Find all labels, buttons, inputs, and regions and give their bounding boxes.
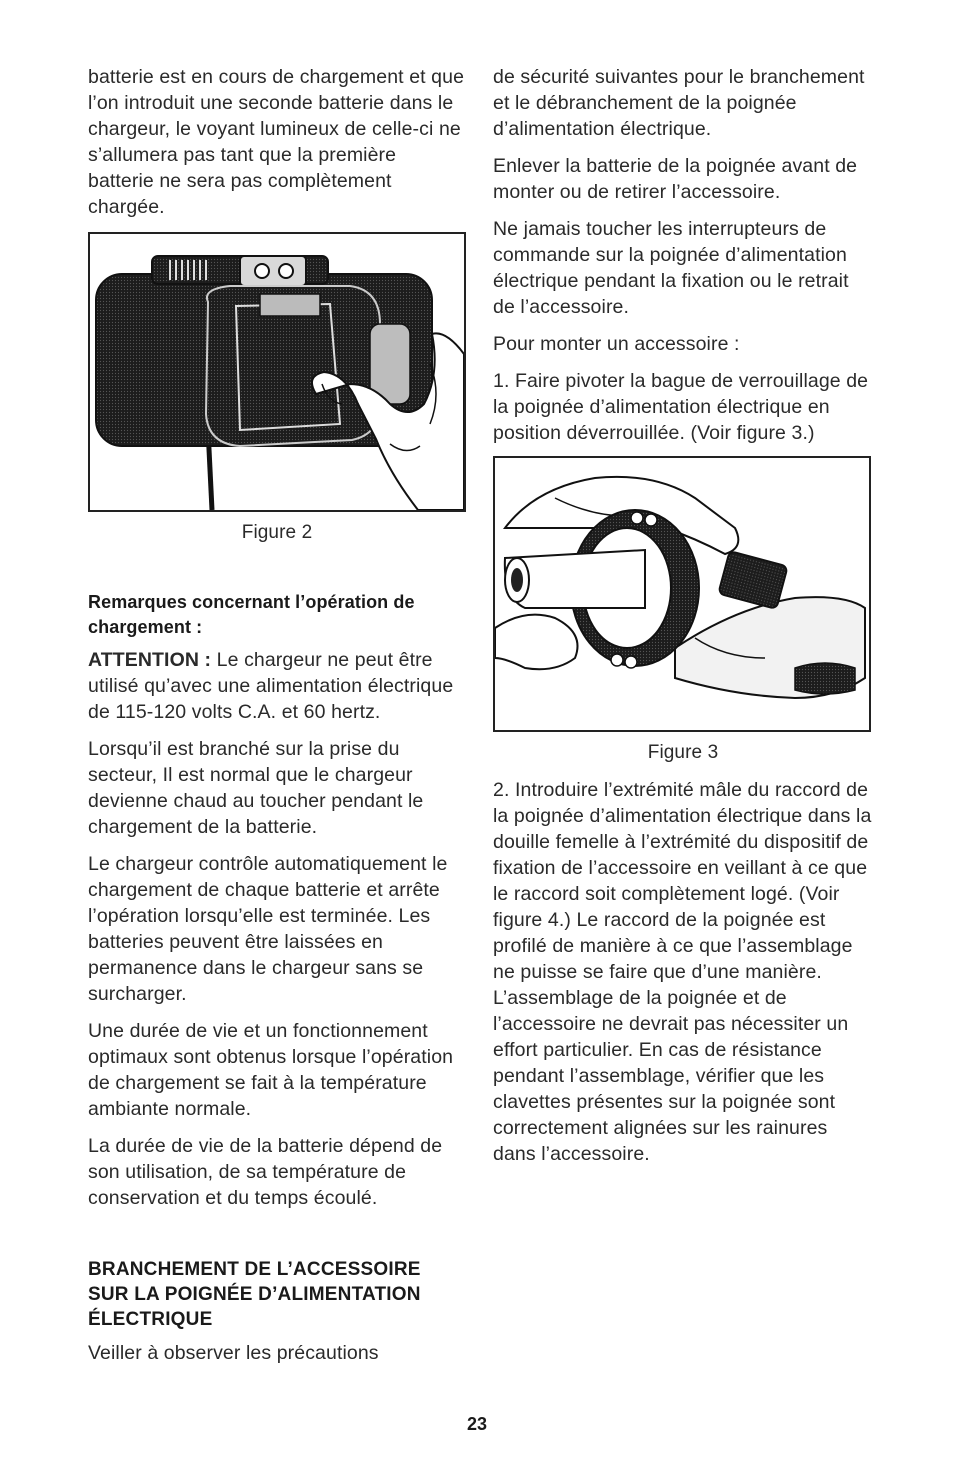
figure-2 bbox=[88, 232, 466, 512]
page-number: 23 bbox=[466, 1414, 488, 1434]
right-column bbox=[493, 64, 873, 1167]
section-text: Veiller à observer les précautions bbox=[88, 1342, 379, 1364]
figure-3-caption: Figure 3 bbox=[647, 742, 719, 763]
section-heading: BRANCHEMENT DE L’ACCESSOIRE SUR LA POIGNÉE D’ALIMENTATION ÉLECTRIQUE bbox=[88, 1259, 421, 1330]
attention-label: ATTENTION : bbox=[88, 649, 212, 671]
remove-battery-paragraph: Enlever la batterie de la poignée avant de monter ou de retirer l’accessoire. bbox=[493, 155, 858, 203]
step-2-paragraph: 2. Introduire l’extrémité mâle du raccord de la poignée d’alimentation électrique dans la douille femelle à l’extrémité du dispositif de fixation de l’accessoire en veillant à ce que le raccord soit complètement logé. (Voir figure 4.) Le raccord de la poignée est profilé de manière à ce que l’assemblage ne puisse se faire que d’une manière. L’assemblage de la poignée et de l’accessoire ne devrait pas nécessiter un effort particulier. En cas de résistance pendant l’assemblage, vérifier que les clavettes présentes sur la poignée sont correctement alignées sur les rainures dans l’accessoire. bbox=[493, 779, 872, 1165]
charger-warm-paragraph: Lorsqu’il est branché sur la prise du secteur, Il est normal que le chargeur devienne chaud au toucher pendant le chargement de la batterie. bbox=[88, 738, 424, 838]
locking-ring-illustration bbox=[495, 458, 869, 730]
figure-3 bbox=[493, 456, 871, 732]
step-1-paragraph: 1. Faire pivoter la bague de verrouillage de la poignée d’alimentation électrique en position déverrouillée. (Voir figure 3.) bbox=[493, 370, 869, 444]
left-column bbox=[88, 64, 466, 1366]
battery-life-paragraph: La durée de vie de la batterie dépend de son utilisation, de sa température de conservation et du temps écoulé. bbox=[88, 1135, 443, 1209]
attention-text: Le chargeur ne peut être utilisé qu’avec une alimentation électrique de 115-120 volts C.A. et 60 hertz. bbox=[88, 649, 454, 723]
optimal-life-paragraph: Une durée de vie et un fonctionnement optimaux sont obtenus lorsque l’opération de chargement se fait à la température ambiante normale. bbox=[88, 1020, 454, 1120]
mount-intro-paragraph: Pour monter un accessoire : bbox=[493, 333, 740, 355]
switches-paragraph: Ne jamais toucher les interrupteurs de commande sur la poignée d’alimentation électrique pendant la fixation ou le retrait de l’accessoire. bbox=[493, 218, 849, 318]
remarks-heading: Remarques concernant l’opération de chargement : bbox=[88, 592, 415, 637]
safety-paragraph: de sécurité suivantes pour le branchement et le débranchement de la poignée d’alimentation électrique. bbox=[493, 66, 865, 140]
intro-paragraph: batterie est en cours de chargement et que l’on introduit une seconde batterie dans le chargeur, le voyant lumineux de celle-ci ne s’allumera pas tant que la première batterie ne sera pas complètement chargée. bbox=[88, 66, 465, 218]
auto-charge-paragraph: Le chargeur contrôle automatiquement le chargement de chaque batterie et arrête l’opération lorsqu’elle est terminée. Les batteries peuvent être laissées en permanence dans le chargeur sans se surcharger. bbox=[88, 853, 448, 1005]
attention-paragraph bbox=[88, 647, 466, 725]
charger-illustration bbox=[90, 234, 464, 510]
figure-2-caption: Figure 2 bbox=[241, 522, 313, 543]
